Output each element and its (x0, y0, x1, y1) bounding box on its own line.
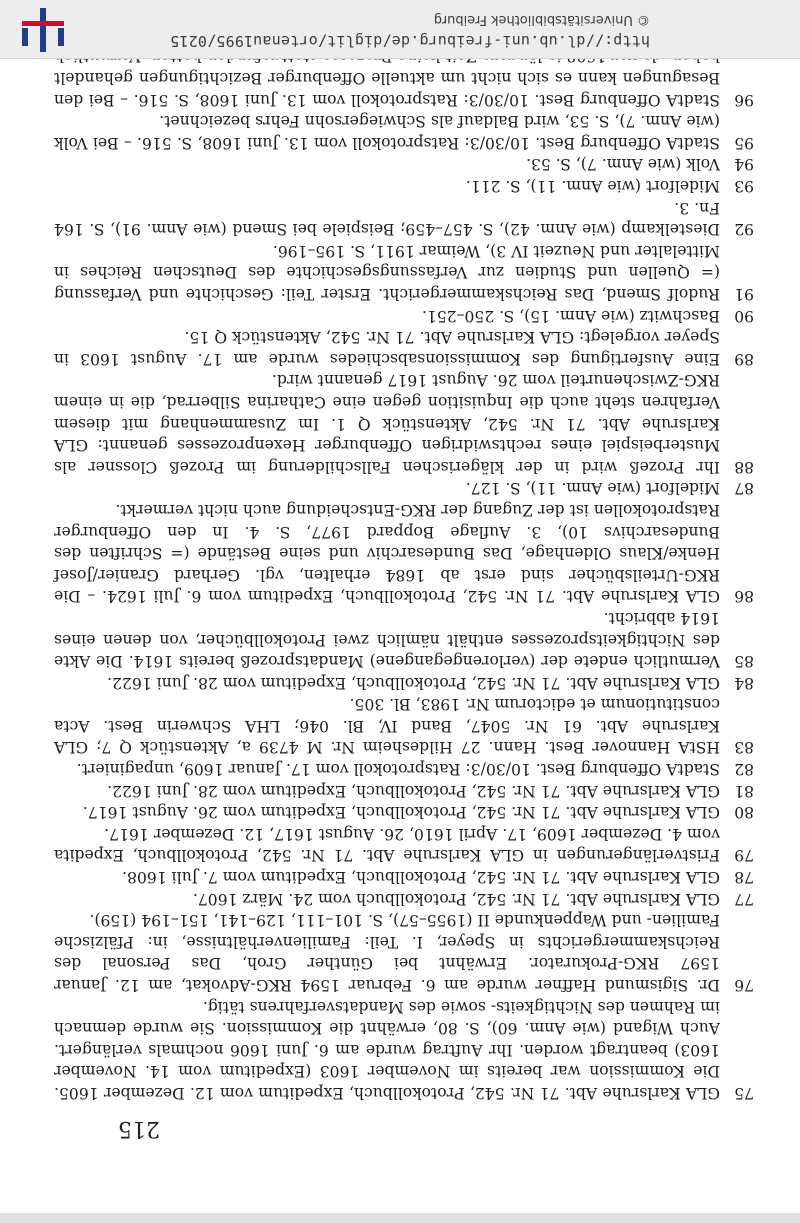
footnote-number: 77 (734, 889, 754, 908)
footnote-77 (54, 887, 754, 909)
footnote-text: Dr. Sigismund Haffner wurde am 6. Februar 1594 RKG-Advokat, am 12. Januar 1597 RKG-Prokurator. Erwähnt bei Günther Groh, Das Personal des Reichskammergerichts in Speyer, I. Teil: Familienverhältnisse, in: Pfälzische Familien- und Wappenkunde II (1955–57), S. 101–111, 129–141, 151–194 (159). (54, 911, 720, 995)
footnote-text: Eine Ausfertigung des Kommissionsabschiedes wurde am 17. August 1603 in Speyer vorgelegt: GLA Karlsruhe Abt. 71 Nr. 542, Aktenstück Q 15. (54, 328, 720, 368)
footnote-92 (54, 196, 754, 239)
footnote-93 (54, 174, 754, 196)
footnote-number: 83 (734, 738, 754, 757)
footer-url[interactable]: http://dl.ub.uni-freiburg.de/diglit/ortenau1995/0215 (170, 32, 650, 50)
footnote-76 (54, 909, 754, 995)
footnote-number: 86 (734, 587, 754, 606)
footnote-text: StadtA Offenburg Best. 10/30/3: Ratsprotokoll vom 13. Juni 1608, S. 516. – Bei den Besagungen kann es sich nicht um aktuelle Offenburger Bezichtigungen gehandelt (54, 69, 720, 109)
footnote-86 (54, 498, 754, 606)
footnote-85 (54, 606, 754, 671)
footnote-number: 79 (734, 846, 754, 865)
footnote-89 (54, 326, 754, 369)
footnote-number: 85 (734, 652, 754, 671)
library-footer (0, 0, 800, 59)
footnote-text: Baschwitz (wie Anm. 15), S. 250–251. (421, 306, 720, 325)
footnote-text: Ihr Prozeß wird in der klägerischen Fallschilderung im Prozeß Clossner als Musterbeispiel eines rechtswidrigen Offenburger Hexenprozesses genannt: GLA Karlsruhe Abt. 71 Nr. 542, Aktenstück Q 1. Im Zusammenhang mit diesem Verfahren steht auch die Inquisition gegen eine Catharina Silberrad, die in einem RKG-Zwischenurteil vom 26. August 1617 genannt wird. (54, 371, 720, 476)
footnote-number: 94 (734, 155, 754, 174)
ub-freiburg-logo-icon (20, 8, 66, 52)
footnote-number: 90 (734, 306, 754, 325)
footnote-number: 92 (734, 220, 754, 239)
footnote-number: 88 (734, 457, 754, 476)
footnote-number: 82 (734, 760, 754, 779)
footnote-text: GLA Karlsruhe Abt. 71 Nr. 542, Protokollbuch, Expeditum vom 12. Dezember 1605. Die Kommission war bereits im November 1603 (Expeditum vom 14. November 1603) beantragt worden. Ihr Auftrag wurde am 6. Juni 1606 nochmals verlängert. Auch Wigand (wie Anm. 60), S. 80, erwähnt die Kommission. Sie wurde demnach im Rahmen des Nichtigkeits- sowie des Mandatsverfahrens tätig. (54, 997, 720, 1102)
footnote-83 (54, 693, 754, 758)
footnote-number: 81 (734, 781, 754, 800)
footnote-text: Rudolf Smend, Das Reichskammergericht. Erster Teil: Geschichte und Verfassung (= Quellen und Studien zur Verfassungsgeschichte des Deutschen Reiches in Mittelalter und Neuzeit IV 3), Weimar 1911, S. 195–196. (54, 241, 720, 304)
footnote-text: GLA Karlsruhe Abt. 71 Nr. 542, Protokollbuch vom 24. März 1607. (192, 889, 720, 908)
footnote-text: GLA Karlsruhe Abt. 71 Nr. 542, Protokollbuch, Expeditum vom 6. Juli 1624. – Die RKG-Urteilsbücher sind erst ab 1684 erhalten, vgl. Gerhard Granier/Josef Henke/Klaus Oldenhage, Das Bundesarchiv und seine Bestände (= Schriften des Bundesarchivs 10), 3. Auflage Boppard 1977, S. 4. In den Offenburger Ratsprotokollen ist der Zugang der RKG-Entscheidung auch nicht vermerkt. (54, 500, 720, 606)
footnote-number: 93 (734, 177, 754, 196)
footnote-text: HStA Hannover Best. Hann. 27 Hildesheim Nr. M 4739 a, Aktenstück Q 7; GLA Karlsruhe Abt. 61 Nr. 5047, Band IV, Bl. 046; LHA Schwerin Best. Acta constitutionum et edictorum Nr. 1983, Bl. 305. (54, 695, 720, 757)
page-number: 215 (118, 1116, 160, 1141)
footnote-number: 80 (734, 803, 754, 822)
footnote-79 (54, 822, 754, 865)
footnote-94 (54, 153, 754, 175)
footnote-number: 78 (734, 868, 754, 887)
footnote-text: GLA Karlsruhe Abt. 71 Nr. 542, Protokollbuch, Expeditum vom 26. August 1617. (82, 803, 720, 822)
footnote-text: Midelfort (wie Anm. 11), S. 211. (465, 177, 720, 196)
footnote-95 (54, 110, 754, 153)
footnote-87 (54, 477, 754, 499)
footnote-text: GLA Karlsruhe Abt. 71 Nr. 542, Protokollbuch, Expeditum vom 7. Juli 1608. (122, 868, 720, 887)
footnote-78 (54, 865, 754, 887)
footnote-81 (54, 779, 754, 801)
footnote-80 (54, 801, 754, 823)
footnote-text: StadtA Offenburg Best. 10/30/3: Ratsprotokoll vom 13. Juni 1608, S. 516. – Bei Volk (wie Anm. 7), S. 53, wird Baldauf als Schwiegersohn Fehrs bezeichnet. (54, 112, 720, 152)
footer-copyright: © Universitätsbibliothek Freiburg (433, 12, 650, 27)
footnote-91 (54, 239, 754, 304)
footnote-88 (54, 369, 754, 477)
footnotes-block (54, 23, 754, 1103)
footnote-75 (54, 995, 754, 1103)
footnote-90 (54, 304, 754, 326)
footnote-text: Fristverlängerungen in GLA Karlsruhe Abt. 71 Nr. 542, Protokollbuch, Expedita vom 4. Dezember 1609, 17. April 1610, 26. August 1617, 12. Dezember 1617. (54, 824, 720, 865)
footnote-text: Vermutlich endete der (verlorengegangene) Mandatsprozeß bereits 1614. Die Akte des Nichtigkeitsprozesses enthält nämlich zwei Protokollbücher, von denen eines 1614 abbricht. (54, 608, 720, 671)
footnote-number: 75 (734, 1084, 754, 1102)
scan-edge-strip (0, 1213, 800, 1223)
footnote-text: GLA Karlsruhe Abt. 71 Nr. 542, Protokollbuch, Expeditum vom 28. Juni 1622. (107, 781, 720, 800)
footnote-text: GLA Karlsruhe Abt. 71 Nr. 542, Protokollbuch, Expeditum vom 28. Juni 1622. (107, 673, 720, 692)
footnote-number: 96 (734, 90, 754, 109)
footnote-text: Diestelkamp (wie Anm. 42), S. 457–459; Beispiele bei Smend (wie Anm. 91), S. 164 Fn. 3. (54, 198, 720, 239)
footnote-text: StadtA Offenburg Best. 10/30/3: Ratsprotokoll vom 17. Januar 1609, unpaginiert. (76, 760, 720, 779)
footnote-number: 76 (734, 976, 754, 995)
footnote-number: 89 (734, 349, 754, 368)
footnote-number: 87 (734, 479, 754, 498)
footnote-text: Volk (wie Anm. 7), S. 53. (526, 155, 720, 174)
footnote-text: Midelfort (wie Anm. 11), S. 127. (465, 479, 720, 498)
footnote-84 (54, 671, 754, 693)
footnote-number: 95 (734, 133, 754, 152)
footnote-number: 84 (734, 673, 754, 692)
footnote-number: 91 (734, 285, 754, 304)
footnote-82 (54, 758, 754, 780)
